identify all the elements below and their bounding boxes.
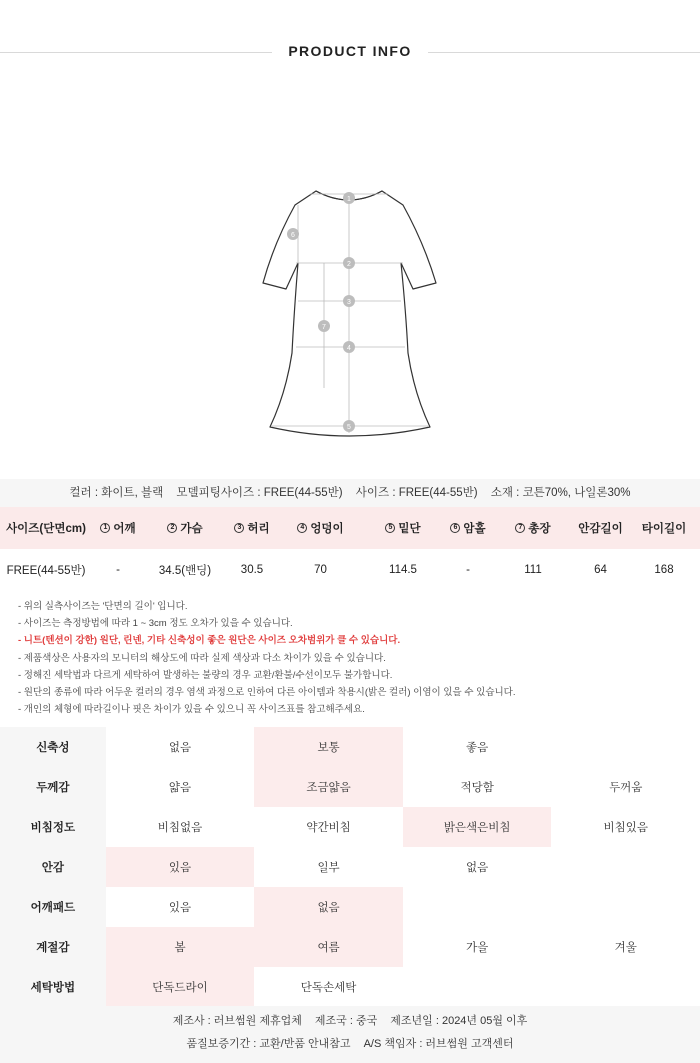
date-text: 제조년일 : 2024년 05월 이후 — [390, 1015, 528, 1027]
footer-row — [0, 1033, 700, 1056]
attr-option: 두꺼움 — [551, 767, 700, 807]
size-table-header — [0, 507, 700, 549]
attr-option — [551, 967, 700, 1007]
divider-right — [428, 52, 700, 53]
attr-label: 세탁방법 — [0, 967, 106, 1007]
attr-option — [551, 887, 700, 927]
number-badge: 6 — [450, 523, 460, 533]
cell-shoulder: - — [116, 564, 120, 576]
attr-option-selected: 여름 — [254, 927, 403, 967]
attr-option: 단독손세탁 — [254, 967, 403, 1007]
material-info: 소재 : 코튼70%, 나일론30% — [490, 487, 631, 499]
attr-option-selected: 단독드라이 — [106, 967, 255, 1007]
manufacturer-footer — [0, 1006, 700, 1063]
attr-option-selected: 봄 — [106, 927, 255, 967]
size-notes — [18, 598, 688, 718]
cell-armhole: - — [466, 564, 470, 576]
number-badge: 5 — [385, 523, 395, 533]
header-armhole: 6 암홀 — [443, 507, 493, 549]
attr-option-selected: 없음 — [254, 887, 403, 927]
note-line: - 원단의 종류에 따라 어두운 컬러의 경우 염색 과정으로 인하여 다른 아이템과 착용시(밝은 컬러) 이염이 있을 수 있습니다. — [18, 686, 516, 698]
attr-option: 일부 — [254, 847, 403, 887]
header-waist: 3 허리 — [226, 507, 278, 549]
cell-hem: 114.5 — [389, 564, 417, 576]
attr-label: 신축성 — [0, 727, 106, 767]
number-badge: 2 — [167, 523, 177, 533]
svg-text:3: 3 — [347, 299, 351, 306]
note-line: - 사이즈는 측정방법에 따라 1 ~ 3cm 정도 오차가 있을 수 있습니다. — [18, 618, 293, 630]
attr-option — [403, 887, 552, 927]
attr-label: 어깨패드 — [0, 887, 106, 927]
product-info-strip — [0, 479, 700, 507]
attr-option: 겨울 — [551, 927, 700, 967]
attr-option-selected: 조금얇음 — [254, 767, 403, 807]
attr-row-stretch — [0, 727, 700, 767]
attr-option-selected: 있음 — [106, 847, 255, 887]
note-line: - 정해진 세탁법과 다르게 세탁하여 발생하는 불량의 경우 교환/환불/수선이모두 불가합니다. — [18, 669, 393, 681]
table-row — [0, 549, 700, 591]
attr-option: 없음 — [403, 847, 552, 887]
attr-option-selected: 보통 — [254, 727, 403, 767]
dress-measurement-diagram — [258, 183, 440, 441]
attr-option: 있음 — [106, 887, 255, 927]
cell-size: FREE(44-55반) — [6, 565, 86, 577]
svg-text:7: 7 — [322, 324, 326, 331]
color-info: 컬러 : 화이트, 블랙 — [69, 487, 164, 499]
cell-waist: 30.5 — [240, 564, 264, 576]
attr-option: 약간비침 — [254, 807, 403, 847]
header-shoulder: 1 어깨 — [92, 507, 144, 549]
attr-option: 가을 — [403, 927, 552, 967]
svg-text:4: 4 — [347, 345, 351, 352]
attr-option: 적당함 — [403, 767, 552, 807]
marker-1 — [343, 192, 355, 204]
size-table — [0, 507, 700, 591]
cell-lining-length: 64 — [594, 564, 607, 576]
header-length: 7 총장 — [493, 507, 573, 549]
marker-2 — [343, 257, 355, 269]
header-hip: 4 엉덩이 — [278, 507, 363, 549]
cell-hip: 70 — [314, 564, 327, 576]
section-title: PRODUCT INFO — [288, 43, 412, 59]
warranty-text: 품질보증기간 : 교환/반품 안내참고 — [186, 1038, 351, 1050]
header-chest: 2 가슴 — [144, 507, 226, 549]
attr-label: 계절감 — [0, 927, 106, 967]
attr-option — [551, 727, 700, 767]
attr-option — [403, 967, 552, 1007]
attribute-grid — [0, 727, 700, 1007]
svg-text:5: 5 — [347, 424, 351, 431]
attr-option: 없음 — [106, 727, 255, 767]
svg-text:1: 1 — [347, 196, 351, 203]
attr-row-sheerness — [0, 807, 700, 847]
attr-row-lining — [0, 847, 700, 887]
number-badge: 3 — [234, 523, 244, 533]
model-size-info: 모델피팅사이즈 : FREE(44-55반) — [176, 487, 343, 499]
note-line: - 제품색상은 사용자의 모니터의 해상도에 따라 실제 색상과 다소 차이가 있을 수 있습니다. — [18, 652, 386, 664]
attr-option: 비침있음 — [551, 807, 700, 847]
cell-length: 111 — [524, 564, 542, 576]
attr-label: 비침정도 — [0, 807, 106, 847]
header-hem: 5 밑단 — [363, 507, 443, 549]
footer-row — [0, 1010, 700, 1033]
marker-3 — [343, 295, 355, 307]
svg-text:6: 6 — [291, 232, 295, 239]
attr-option: 얇음 — [106, 767, 255, 807]
number-badge: 1 — [100, 523, 110, 533]
size-info: 사이즈 : FREE(44-55반) — [355, 487, 478, 499]
marker-4 — [343, 341, 355, 353]
attr-label: 안감 — [0, 847, 106, 887]
header-tie-length: 타이길이 — [641, 523, 687, 535]
as-text: A/S 책임자 : 러브썸원 고객센터 — [363, 1038, 514, 1050]
attr-label: 두께감 — [0, 767, 106, 807]
note-warning: - 니트(텐션이 강한) 원단, 린넨, 기타 신축성이 좋은 원단은 사이즈 오차범위가 클 수 있습니다. — [18, 635, 401, 647]
cell-chest: 34.5(밴딩) — [158, 565, 212, 577]
attr-row-thickness — [0, 767, 700, 807]
marker-5 — [343, 420, 355, 432]
header-size: 사이즈(단면cm) — [6, 523, 86, 535]
note-line: - 위의 실측사이즈는 '단면의 길이' 입니다. — [18, 601, 188, 612]
marker-6 — [287, 228, 299, 240]
attr-option — [551, 847, 700, 887]
attr-row-washing — [0, 967, 700, 1007]
attr-option: 좋음 — [403, 727, 552, 767]
manufacturer-text: 제조사 : 러브썸원 제휴업체 — [172, 1015, 302, 1027]
attr-option-selected: 밝은색은비침 — [403, 807, 552, 847]
svg-text:2: 2 — [347, 261, 351, 268]
attr-row-season — [0, 927, 700, 967]
number-badge: 7 — [515, 523, 525, 533]
attr-row-shoulder-pad — [0, 887, 700, 927]
marker-7 — [318, 320, 330, 332]
note-line: - 개인의 체형에 따라길이나 핏은 차이가 있을 수 있으니 꼭 사이즈표를 참고해주세요. — [18, 704, 365, 716]
country-text: 제조국 : 중국 — [314, 1015, 378, 1027]
cell-tie-length: 168 — [654, 564, 674, 576]
number-badge: 4 — [297, 523, 307, 533]
header-lining-length: 안감길이 — [578, 523, 623, 535]
section-header — [0, 38, 700, 68]
attr-option: 비침없음 — [106, 807, 255, 847]
